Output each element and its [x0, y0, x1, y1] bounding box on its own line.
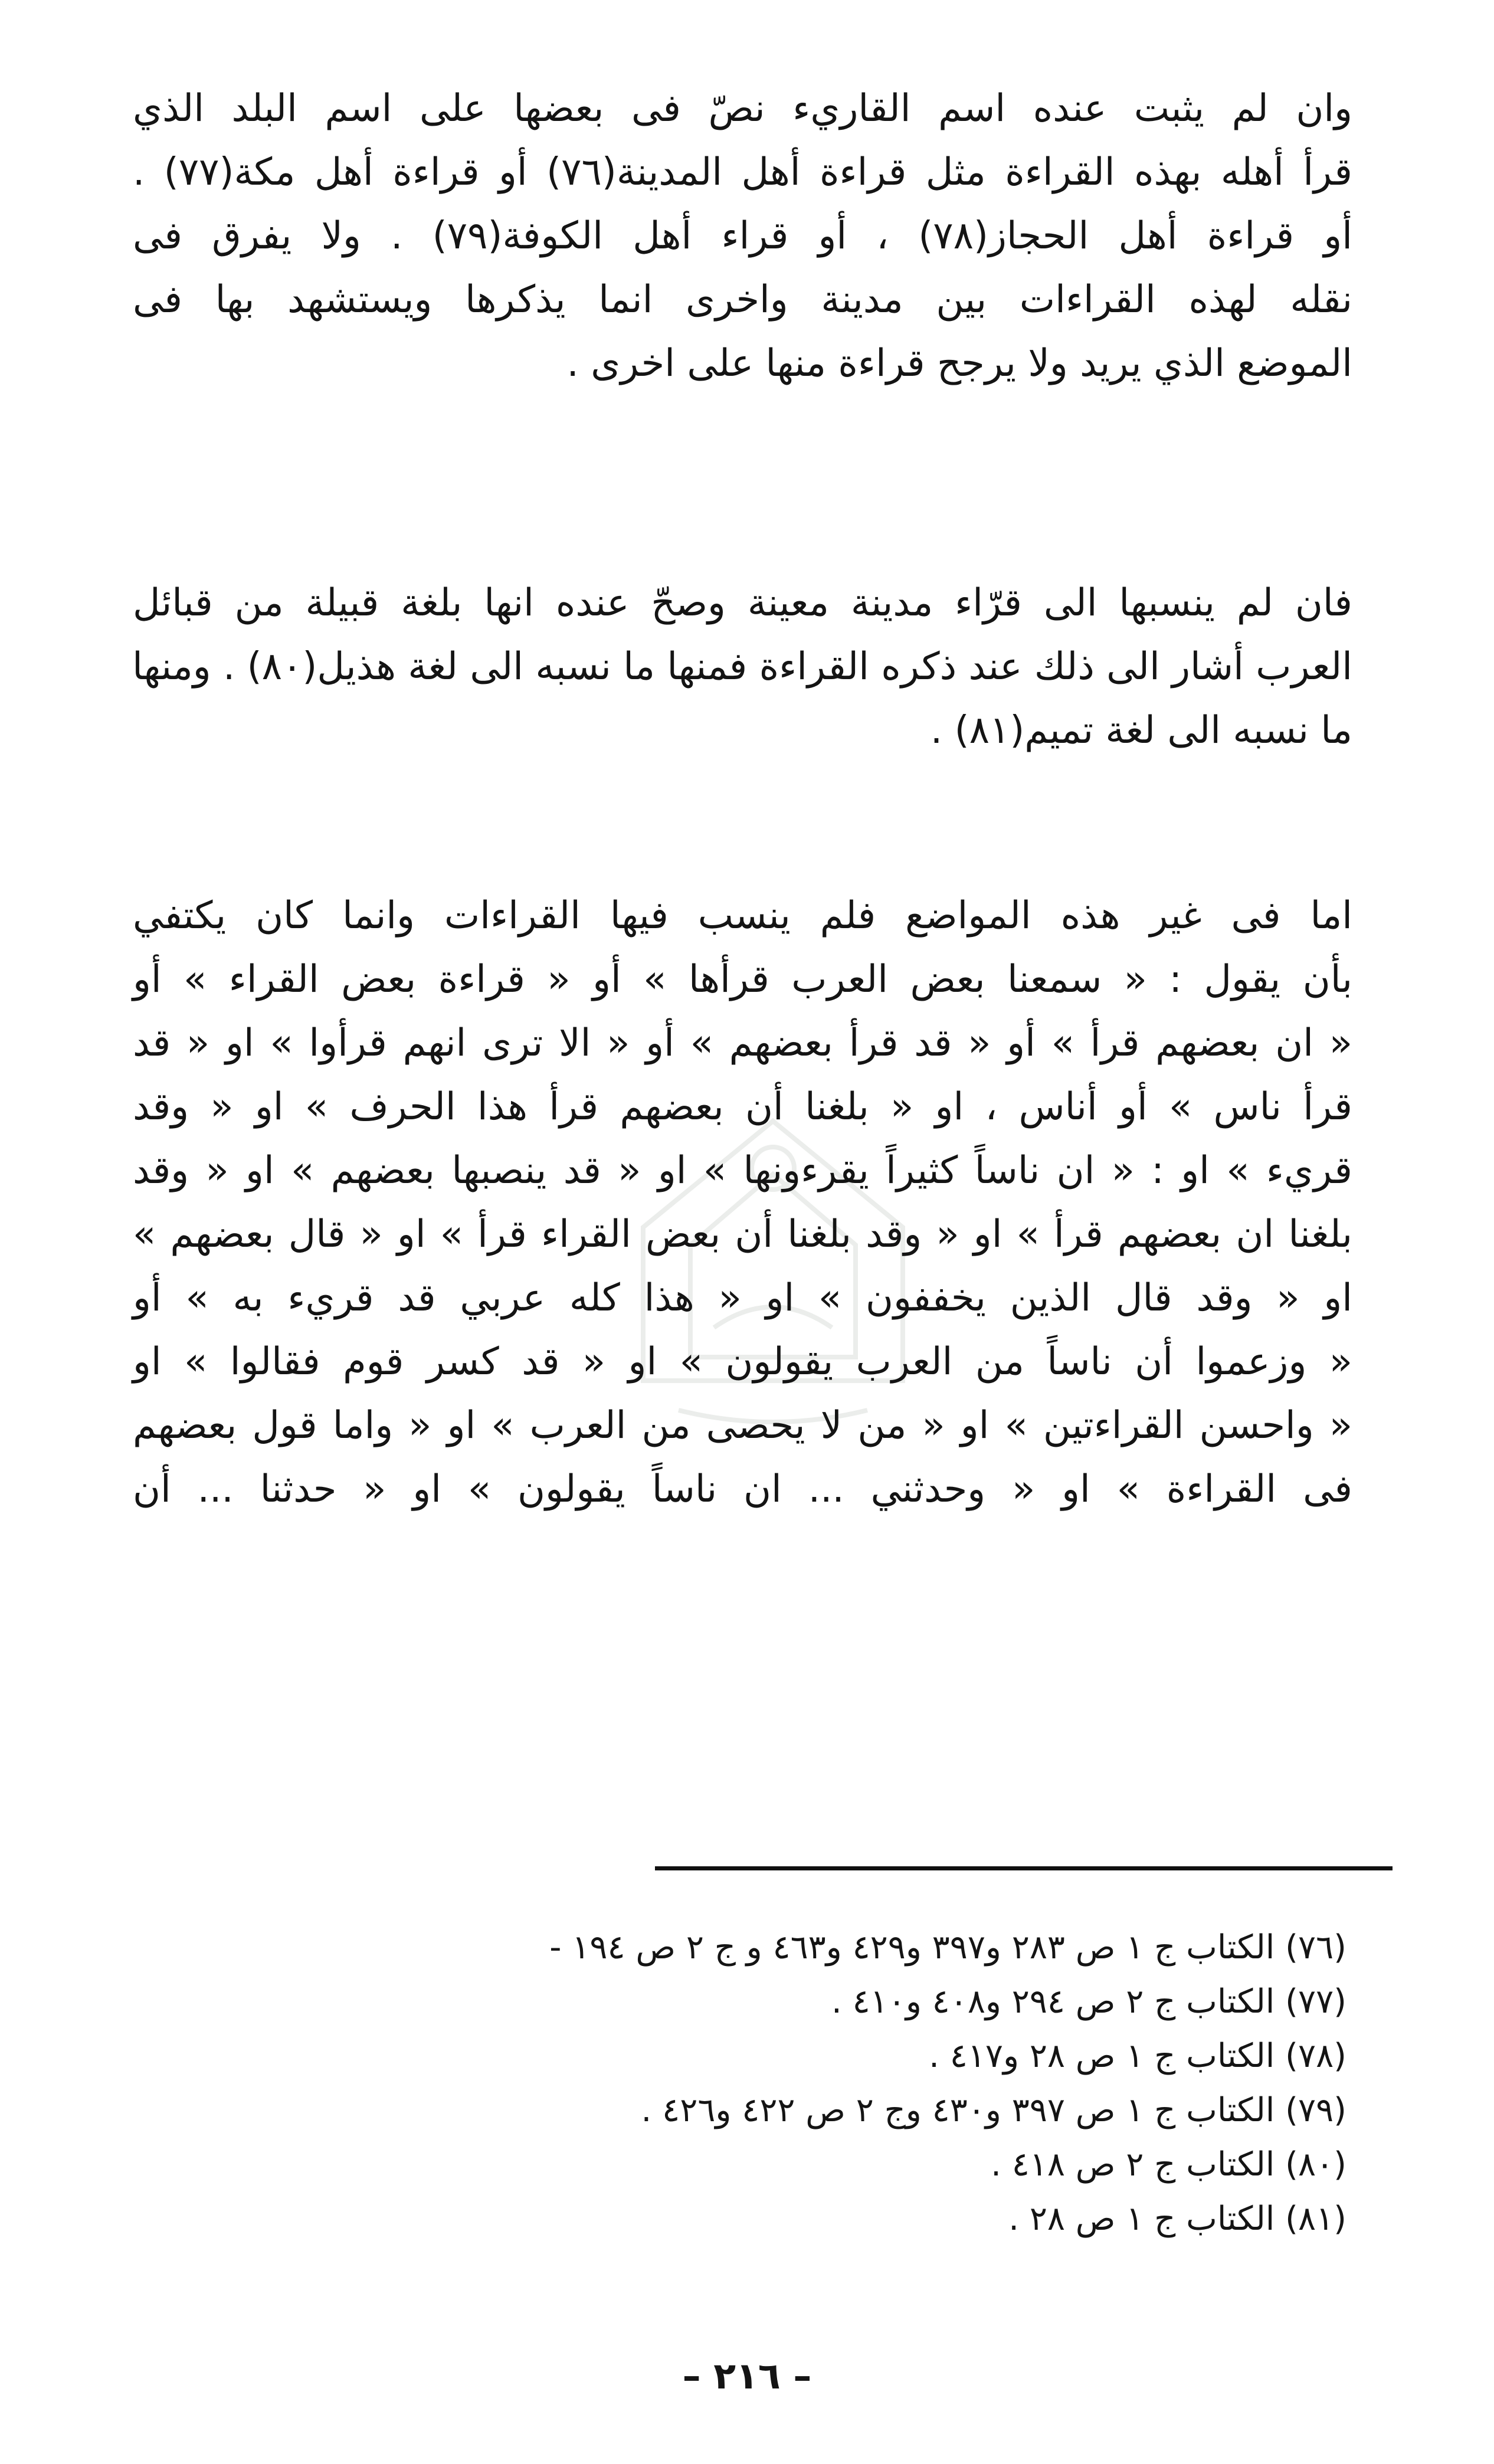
text-line: او « وقد قال الذين يخففون » او « هذا كله عربي قد قريء به » أو: [133, 1276, 1352, 1320]
footnote-76: (٧٦) الكتاب ج ١ ص ٢٨٣ و٣٩٧ و٤٢٩ و٤٦٣ و ج ٢ ص ١٩٤ -: [549, 1928, 1346, 1967]
page-number: – ٢١٦ –: [682, 2354, 812, 2397]
text-line: بأن يقول : « سمعنا بعض العرب قرأها » أو « قراءة بعض القراء » أو: [133, 958, 1352, 1001]
text-line: بلغنا ان بعضهم قرأ » او « وقد بلغنا أن بعض القراء قرأ » او « قال بعضهم »: [133, 1213, 1352, 1256]
paragraph-1: [133, 77, 1352, 395]
footnote-81: (٨١) الكتاب ج ١ ص ٢٨ .: [1008, 2200, 1346, 2238]
footnote-80: (٨٠) الكتاب ج ٢ ص ٤١٨ .: [991, 2145, 1346, 2184]
text-line: « ان بعضهم قرأ » أو « قد قرأ بعضهم » أو « الا ترى انهم قرأوا » او « قد: [133, 1021, 1352, 1065]
text-line: العرب أشار الى ذلك عند ذكره القراءة فمنها ما نسبه الى لغة هذيل(٨٠) . ومنها: [132, 645, 1352, 689]
text-line: قرأ ناس » أو أناس ، او « بلغنا أن بعضهم قرأ هذا الحرف » او « وقد: [133, 1085, 1352, 1129]
text-line: اما فى غير هذه المواضع فلم ينسب فيها القراءات وانما كان يكتفي: [133, 894, 1352, 938]
footnote-divider: [655, 1866, 1393, 1870]
footnote-79: (٧٩) الكتاب ج ١ ص ٣٩٧ و٤٣٠ وج ٢ ص ٤٢٢ و٤٢٦ .: [641, 2091, 1346, 2129]
text-line: الموضع الذي يريد ولا يرجح قراءة منها على اخرى .: [566, 342, 1352, 385]
footnotes: [549, 1921, 1346, 2246]
text-line: أو قراءة أهل الحجاز(٧٨) ، أو قراء أهل الكوفة(٧٩) . ولا يفرق فى: [133, 214, 1353, 258]
text-line: « واحسن القراءتين » او « من لا يحصى من العرب » او « واما قول بعضهم: [133, 1404, 1352, 1447]
text-line: قريء » او : « ان ناساً كثيراً يقرءونها » او « قد ينصبها بعضهم » او « وقد: [133, 1149, 1352, 1192]
text-line: فى القراءة » او « وحدثني ... ان ناساً يقولون » او « حدثنا ... أن: [133, 1467, 1352, 1511]
paragraph-3: [133, 884, 1352, 1521]
paragraph-2: [133, 571, 1352, 762]
text-line: نقله لهذه القراءات بين مدينة واخرى انما يذكرها ويستشهد بها فى: [133, 278, 1352, 322]
text-line: قرأ أهله بهذه القراءة مثل قراءة أهل المدينة(٧٦) أو قراءة أهل مكة(٧٧) .: [133, 150, 1353, 194]
text-line: وان لم يثبت عنده اسم القاريء نصّ فى بعضها على اسم البلد الذي: [133, 87, 1352, 130]
footnote-77: (٧٧) الكتاب ج ٢ ص ٢٩٤ و٤٠٨ و٤١٠ .: [831, 1983, 1346, 2021]
text-line: « وزعموا أن ناساً من العرب يقولون » او « قد كسر قوم فقالوا » او: [133, 1340, 1352, 1384]
text-line: ما نسبه الى لغة تميم(٨١) .: [930, 709, 1352, 752]
footnote-78: (٧٨) الكتاب ج ١ ص ٢٨ و٤١٧ .: [929, 2037, 1346, 2075]
text-line: فان لم ينسبها الى قرّاء مدينة معينة وصحّ عنده انها بلغة قبيلة من قبائل: [133, 581, 1352, 625]
